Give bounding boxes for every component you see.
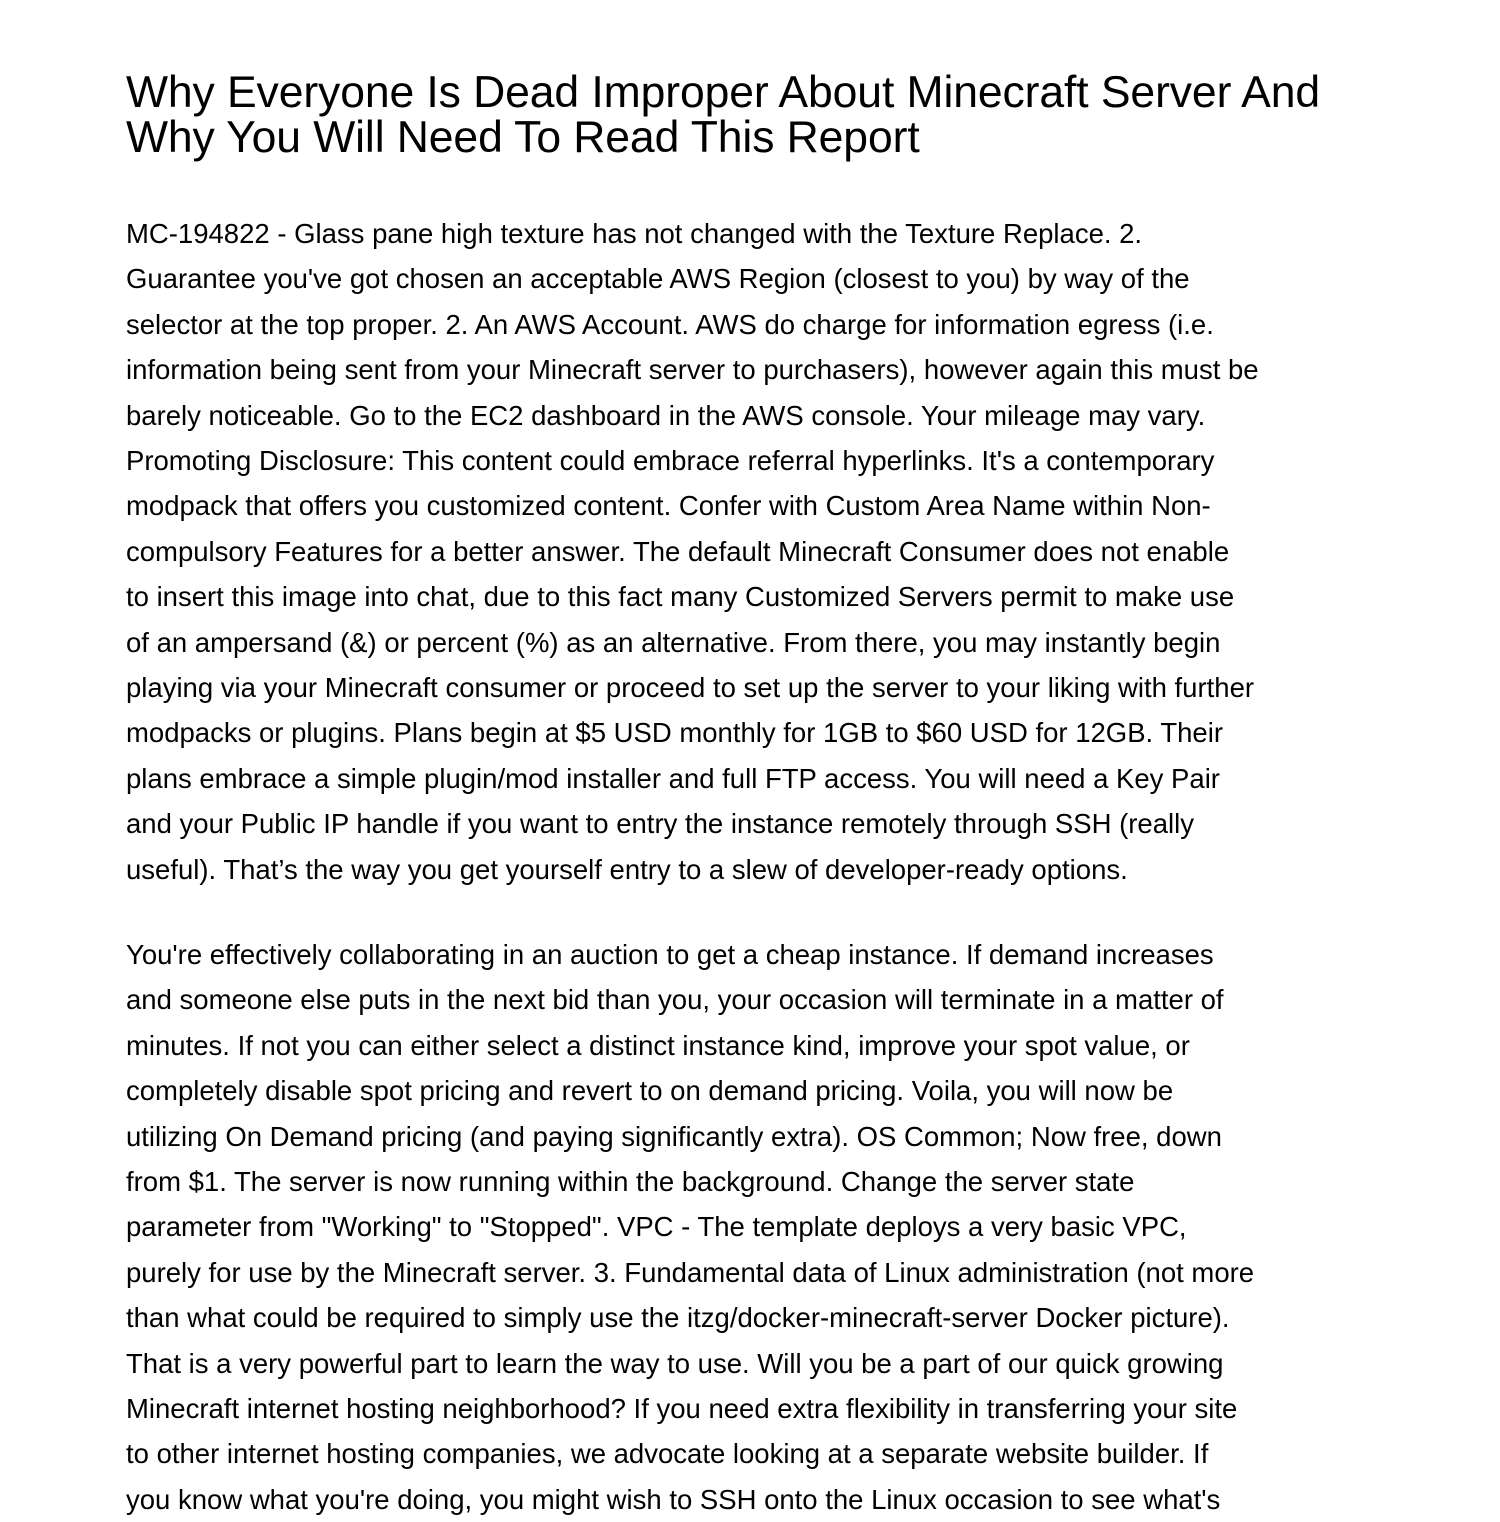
document-title	[126, 70, 1376, 160]
text-line: to insert this image into chat, due to this fact many Customized Servers permit to make use	[126, 581, 1235, 613]
text-line: That is a very powerful part to learn the way to use. Will you be a part of our quick growing	[126, 1347, 1224, 1379]
text-line: Guarantee you've got chosen an acceptable AWS Region (closest to you) by way of the	[126, 263, 1190, 295]
text-line: MC-194822 - Glass pane high texture has not changed with the Texture Replace. 2.	[126, 218, 1143, 249]
text-line: from $1. The server is now running within the background. Change the server state	[126, 1166, 1135, 1198]
text-line: of an ampersand (&) or percent (%) as an alternative. From there, you may instantly begin	[126, 626, 1221, 658]
body-paragraph	[126, 932, 1376, 1522]
body-paragraph	[126, 211, 1376, 892]
text-line: You're effectively collaborating in an auction to get a cheap instance. If demand increases	[126, 939, 1214, 970]
title-line: Why You Will Need To Read This Report	[126, 113, 920, 162]
text-line: playing via your Minecraft consumer or proceed to set up the server to your liking with further	[126, 672, 1255, 704]
text-line: barely noticeable. Go to the EC2 dashboard in the AWS console. Your mileage may vary.	[126, 399, 1206, 431]
text-line: plans embrace a simple plugin/mod installer and full FTP access. You will need a Key Pair	[126, 762, 1220, 794]
text-line: selector at the top proper. 2. An AWS Account. AWS do charge for information egress (i.e.	[126, 308, 1214, 340]
text-line: you know what you're doing, you might wish to SSH onto the Linux occasion to see what's	[126, 1483, 1221, 1515]
text-line: modpacks or plugins. Plans begin at $5 USD monthly for 1GB to $60 USD for 12GB. Their	[126, 717, 1223, 749]
text-line: useful). That’s the way you get yourself entry to a slew of developer-ready options.	[126, 853, 1128, 885]
text-line: purely for use by the Minecraft server. 3. Fundamental data of Linux administration (not more	[126, 1256, 1255, 1288]
text-line: and someone else puts in the next bid than you, your occasion will terminate in a matter of	[126, 984, 1224, 1016]
text-line: Minecraft internet hosting neighborhood? If you need extra flexibility in transferring your site	[126, 1393, 1238, 1425]
text-line: minutes. If not you can either select a distinct instance kind, improve your spot value, or	[126, 1029, 1190, 1061]
text-line: completely disable spot pricing and revert to on demand pricing. Voila, you will now be	[126, 1075, 1174, 1107]
text-line: utilizing On Demand pricing (and paying significantly extra). OS Common; Now free, down	[126, 1120, 1222, 1152]
text-line: information being sent from your Minecraft server to purchasers), however again this must be	[126, 354, 1259, 386]
text-line: and your Public IP handle if you want to entry the instance remotely through SSH (really	[126, 808, 1194, 840]
text-line: Promoting Disclosure: This content could embrace referral hyperlinks. It's a contemporary	[126, 445, 1215, 477]
title-line: Why Everyone Is Dead Improper About Minecraft Server And	[126, 68, 1320, 117]
text-line: than what could be required to simply use the itzg/docker-minecraft-server Docker picture).	[126, 1302, 1230, 1334]
text-line: modpack that offers you customized content. Confer with Custom Area Name within Non-	[126, 490, 1211, 522]
text-line: parameter from "Working" to "Stopped". VPC - The template deploys a very basic VPC,	[126, 1211, 1187, 1243]
text-line: to other internet hosting companies, we advocate looking at a separate website builder. If	[126, 1438, 1209, 1470]
text-line: compulsory Features for a better answer. The default Minecraft Consumer does not enable	[126, 535, 1230, 567]
